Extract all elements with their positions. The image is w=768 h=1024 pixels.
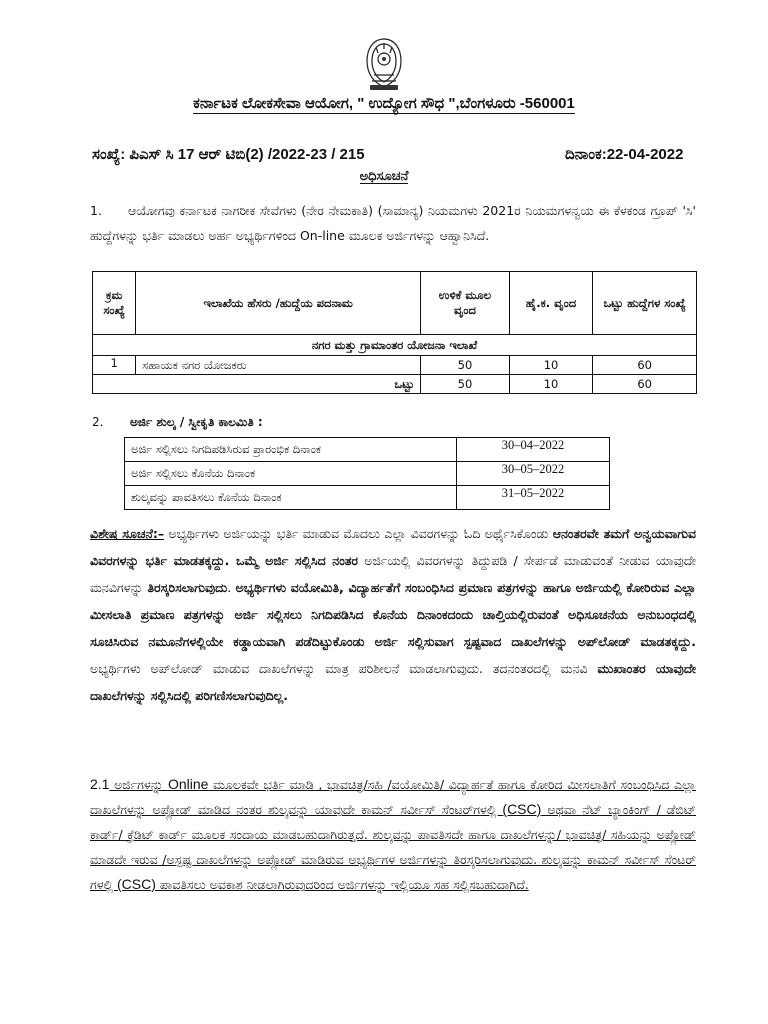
cell-total: 60 xyxy=(593,356,697,375)
col-header-residual: ಉಳಿಕೆ ಮೂಲ ವೃಂದ xyxy=(421,272,510,335)
office-title: ಕರ್ನಾಟಕ ಲೋಕಸೇವಾ ಆಯೋಗ, " ಉದ್ಯೋಗ ಸೌಧ ",ಬೆಂಗಳೂರು -560001 xyxy=(193,95,575,112)
section-text: ಮೂಲಕವೇ ಭರ್ತಿ ಮಾಡಿ , ಭಾವಚಿತ್ರ/ಸಹಿ /ವಯೋಮಿತಿ/ ವಿದ್ಯಾರ್ಹತೆ ಹಾಗೂ ಕೋರಿದ ಮೀಸಲಾತಿಗೆ ಸಂಬಂಧಿಸಿದ ಎಲ್ಲಾ ದಾಖಲೆಗಳನ್ನು ಅಪ್ಲೋಡ್ ಮಾಡಿದ ನಂತರ ಶುಲ್ಕವನ್ನು ಯಾವುದೇ ಕಾಮನ್ ಸರ್ವೀಸ್ ಸೆಂಟರ್‌ಗಳಲ್ಲಿ xyxy=(90,777,696,817)
table-row xyxy=(125,486,610,510)
date-value: 30–05–2022 xyxy=(457,462,610,486)
special-note-bold: ಅಭ್ಯರ್ಥಿಗಳು ವಯೋಮಿತಿ, ವಿದ್ಯಾರ್ಹತೆಗೆ ಸಂಬಂಧಿಸಿದ ಪ್ರಮಾಣ ಪತ್ರಗಳನ್ನು ಹಾಗೂ ಅರ್ಜಿಯಲ್ಲಿ ಕೋರಿರುವ ಎಲ್ಲಾ ಮೀಸಲಾತಿ ಪ್ರಮಾಣ ಪತ್ರಗಳನ್ನು ಅರ್ಜಿ ಸಲ್ಲಿಸಲು ನಿಗದಿಪಡಿಸಿದ ಕೊನೆಯ ದಿನಾಂಕದಂದು ಚಾಲ್ತಿಯಲ್ಲಿರುವಂತೆ ಅಧಿಸೂಚನೆಯ ಅನುಬಂಧದಲ್ಲಿ ಸೂಚಿಸಿರುವ ನಮೂನೆಗಳಲ್ಲಿಯೇ ಕಡ್ಡಾಯವಾಗಿ ಪಡೆದಿಟ್ಟುಕೊಂಡು ಅರ್ಜಿ ಸಲ್ಲಿಸುವಾಗ ಸ್ಪಷ್ಟವಾದ ದಾಖಲೆಗಳನ್ನು ಅಪ್‌ಲೋಡ್ ಮಾಡತಕ್ಕದ್ದು. xyxy=(90,580,696,649)
csc-term: (CSC) xyxy=(116,876,156,892)
date-value: 31–05–2022 xyxy=(457,486,610,510)
date-label: ಅರ್ಜಿ ಸಲ್ಲಿಸಲು ನಿಗದಿಪಡಿಸಿರುವ ಪ್ರಾರಂಭಿಕ ದಿನಾಂಕ xyxy=(125,438,457,462)
section-number: 2.1 xyxy=(90,776,110,792)
date-label: ಅರ್ಜಿ ಸಲ್ಲಿಸಲು ಕೊನೆಯ ದಿನಾಂಕ xyxy=(125,462,457,486)
total-total: 60 xyxy=(593,375,697,394)
notification-label: ಅಧಿಸೂಚನೆ xyxy=(359,168,409,183)
office-header xyxy=(0,95,768,112)
col-header-post: ಇಲಾಖೆಯ ಹೆಸರು /ಹುದ್ದೆಯ ಪದನಾಮ xyxy=(136,272,421,335)
table-row xyxy=(125,462,610,486)
csc-term: (CSC) xyxy=(502,801,542,817)
notification-date: ದಿನಾಂಕ:22-04-2022 xyxy=(565,146,684,163)
date-value: 30–04–2022 xyxy=(457,438,610,462)
karnataka-emblem-icon xyxy=(360,35,408,93)
posts-table xyxy=(92,271,697,394)
special-note-text: ಅಭ್ಯರ್ಥಿಗಳು ಅಪ್‌ಲೋಡ್ ಮಾಡುವ ದಾಖಲೆಗಳನ್ನು ಮಾತ್ರ ಪರಿಶೀಲನೆ ಮಾಡಲಾಗುವುದು. ತದನಂತರದಲ್ಲಿ ಮನವಿ xyxy=(90,661,598,676)
notification-heading xyxy=(0,168,768,184)
cell-residual: 50 xyxy=(421,356,510,375)
section-number: 2. xyxy=(92,415,104,429)
table-total-row xyxy=(93,375,697,394)
dates-table xyxy=(124,437,610,510)
total-label: ಒಟ್ಟು xyxy=(93,375,421,394)
col-header-total: ಒಟ್ಟು ಹುದ್ದೆಗಳ ಸಂಖ್ಯೆ xyxy=(593,272,697,335)
col-header-sl: ಕ್ರಮ ಸಂಖ್ಯೆ xyxy=(93,272,136,335)
section-2-1 xyxy=(90,772,696,897)
online-term: Online xyxy=(167,776,209,792)
date-label: ಶುಲ್ಕವನ್ನು ಪಾವತಿಸಲು ಕೊನೆಯ ದಿನಾಂಕ xyxy=(125,486,457,510)
paragraph-text: ಆಯೋಗವು ಕರ್ನಾಟಕ ನಾಗರೀಕ ಸೇವೆಗಳು (ನೇರ ನೇಮಕಾತಿ) (ಸಾಮಾನ್ಯ) ನಿಯಮಗಳು 2021ರ ನಿಯಮಗಳನ್ವಯ ಈ ಕೆಳಕಂಡ ಗ್ರೂಪ್ 'ಸಿ' ಹುದ್ದೆಗಳನ್ನು ಭರ್ತಿ ಮಾಡಲು ಅರ್ಹ ಅಭ್ಯರ್ಥಿಗಳಿಂದ On-line ಮೂಲಕ ಅರ್ಜಿಗಳನ್ನು ಆಹ್ವಾನಿಸಿದೆ. xyxy=(90,203,696,243)
special-note-bold: ತಿರಸ್ಕರಿಸಲಾಗುವುದು xyxy=(147,580,228,595)
cell-post: ಸಹಾಯಕ ನಗರ ಯೋಜಕರು xyxy=(136,356,421,375)
total-residual: 50 xyxy=(421,375,510,394)
table-header-row xyxy=(93,272,697,335)
section-2-heading xyxy=(92,415,263,430)
special-note-text: ಅಭ್ಯರ್ಥಿಗಳು ಅರ್ಜಿಯನ್ನು ಭರ್ತಿ ಮಾಡುವ ಮೊದಲು ಎಲ್ಲಾ ವಿವರಗಳನ್ನು ಓದಿ ಅರ್ಥೈಸಿಕೊಂಡು xyxy=(164,526,553,541)
special-note-bold: ಮುಖಾಂತರ ಯಾವುದೇ ದಾಖಲೆಗಳನ್ನು ಸಲ್ಲಿಸಿದಲ್ಲಿ ಪರಿಗಣಿಸಲಾಗುವುದಿಲ್ಲ. xyxy=(90,661,696,703)
section-text: ಪಾವತಿಸಲು ಅವಕಾಶ ನೀಡಲಾಗಿರುವುದರಿಂದ ಅರ್ಜಿಗಳನ್ನು ಇಲ್ಲಿಯೂ ಸಹ ಸಲ್ಲಿಸಬಹುದಾಗಿದೆ. xyxy=(155,877,529,892)
special-note-bold: ಆನಂತರವೇ ತಮಗೆ ಅನ್ವಯವಾಗುವ ವಿವರಗಳನ್ನು ಭರ್ತಿ ಮಾಡತಕ್ಕದ್ದು. ಒಮ್ಮೆ ಅರ್ಜಿ ಸಲ್ಲಿಸಿದ ನಂತರ xyxy=(90,526,697,568)
paragraph-number: 1. xyxy=(90,203,102,218)
col-header-hk: ಹೈ.ಕ. ವೃಂದ xyxy=(509,272,593,335)
section-text: ಅರ್ಜಿಗಳನ್ನು xyxy=(109,777,168,792)
special-note-text: . xyxy=(227,580,236,595)
cell-hk: 10 xyxy=(509,356,593,375)
paragraph-1 xyxy=(90,198,696,248)
cell-sl: 1 xyxy=(93,356,136,375)
table-row xyxy=(93,356,697,375)
special-note-text: ಅರ್ಜಿಯಲ್ಲಿ ವಿವರಗಳನ್ನು ತಿದ್ದುಪಡಿ / ಸೇರ್ಪಡೆ ಮಾಡುವಂತೆ ನೀಡುವ ಯಾವುದೇ ಮನವಿಗಳನ್ನು xyxy=(90,553,696,595)
table-row xyxy=(125,438,610,462)
special-note-label: ವಿಶೇಷ ಸೂಚನೆ:– xyxy=(90,526,165,541)
reference-number: ಸಂಖ್ಯೆ: ಪಿಎಸ್ ಸಿ 17 ಆರ್ ಟಿಬಿ(2) /2022-23 / 215 xyxy=(92,146,365,163)
department-name: ನಗರ ಮತ್ತು ಗ್ರಾಮಾಂತರ ಯೋಜನಾ ಇಲಾಖೆ xyxy=(93,335,697,356)
total-hk: 10 xyxy=(509,375,593,394)
section-text: ಅಥವಾ ನೆಟ್ ಬ್ಯಾಂಕಿಂಗ್ / ಡೆಬಿಟ್ ಕಾರ್ಡ್/ ಕ್ರೆಡಿಟ್ ಕಾರ್ಡ್ ಮೂಲಕ ಸಂದಾಯ ಮಾಡಬಹುದಾಗಿರುತ್ತದೆ. ಶುಲ್ಕವನ್ನು ಪಾವತಿಸದೇ ಹಾಗೂ ದಾಖಲೆಗಳನ್ನು/ ಭಾವಚಿತ್ರ/ ಸಹಿಯನ್ನು ಅಪ್ಲೋಡ್ ಮಾಡದೇ ಇರುವ /ಅಸ್ಪಷ್ಟ ದಾಖಲೆಗಳನ್ನು ಅಪ್ಲೋಡ್ ಮಾಡಿರುವ ಅಭ್ಯರ್ಥಿಗಳ ಅರ್ಜಿಗಳನ್ನು ತಿರಸ್ಕರಿಸಲಾಗುವುದು. ಶುಲ್ಕವನ್ನು ಕಾಮನ್ ಸರ್ವೀಸ್ ಸೆಂಟರ್ ಗಳಲ್ಲಿ xyxy=(90,802,697,892)
special-note xyxy=(90,520,696,709)
section-title: ಅರ್ಜಿ ಶುಲ್ಕ / ಸ್ವೀಕೃತಿ ಕಾಲಮಿತಿ : xyxy=(130,415,263,429)
